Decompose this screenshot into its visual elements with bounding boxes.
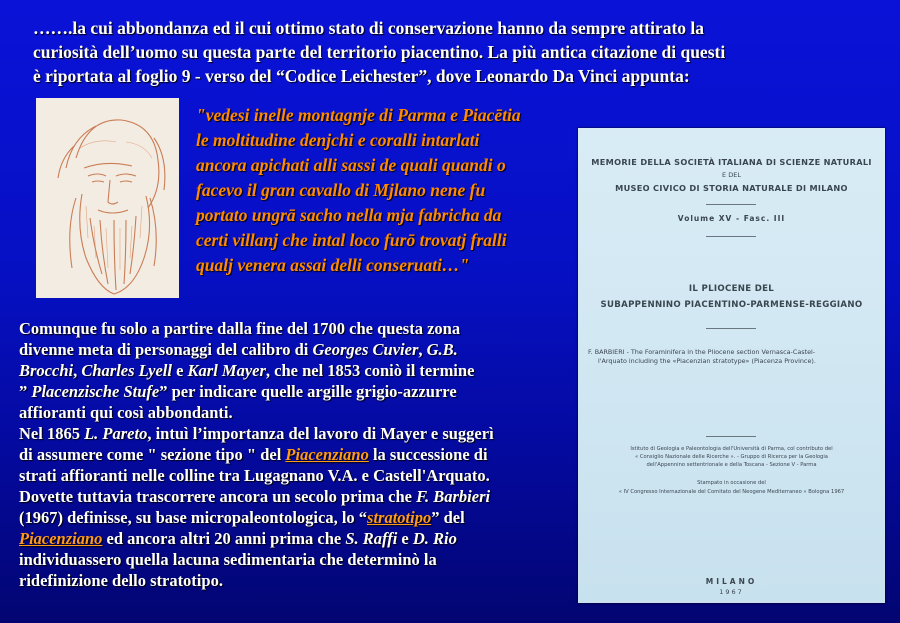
cover-institute-line: « Consiglio Nazionale delle Ricerche ». - Gruppo di Ricerca per la Geologia — [635, 454, 828, 460]
body-line — [19, 381, 564, 402]
body-text: affioranti qui così abbondanti. — [19, 403, 233, 422]
portrait-sketch — [36, 98, 179, 298]
cover-rule — [706, 204, 756, 205]
cover-rule — [706, 236, 756, 237]
body-line — [19, 549, 564, 570]
name-raffi: S. Raffi — [345, 529, 398, 548]
cover-rule — [706, 328, 756, 329]
history-paragraph — [19, 318, 564, 591]
body-text: Comunque fu solo a partire dalla fine del 1700 che questa zona — [19, 319, 461, 338]
cover-museum-line: MUSEO CIVICO DI STORIA NATURALE DI MILANO — [615, 183, 848, 193]
body-line — [19, 318, 564, 339]
leonardo-quote — [196, 103, 576, 278]
name-lyell: Charles Lyell — [81, 361, 172, 380]
body-line — [19, 528, 564, 549]
body-text: , — [73, 361, 82, 380]
name-brocchi-initials: G.B. — [426, 340, 458, 359]
body-line — [19, 570, 564, 591]
quote-line: le moltitudine denjchi e coralli intarlati — [196, 130, 480, 150]
name-brocchi: Brocchi — [19, 361, 74, 380]
cover-volume: Volume XV - Fasc. III — [677, 214, 786, 223]
body-line — [19, 339, 564, 360]
body-line — [19, 486, 564, 507]
body-line — [19, 444, 564, 465]
stratotipo-link[interactable]: stratotipo — [367, 508, 432, 527]
piacenziano-link-2[interactable]: Piacenziano — [19, 529, 103, 548]
book-cover-image — [578, 128, 885, 603]
quote-line: certi villanj che intal loco furō trovatj fralli — [196, 230, 507, 250]
cover-title-line1: IL PLIOCENE DEL — [688, 284, 775, 294]
cover-occasion-line: « IV Congresso Internazionale del Comitato del Neogene Mediterraneo » Bologna 1967 — [618, 489, 845, 495]
cover-year: 1967 — [719, 588, 744, 596]
cover-city: MILANO — [705, 577, 758, 586]
cover-title-line2: SUBAPPENNINO PIACENTINO-PARMENSE-REGGIANO — [600, 300, 863, 310]
cover-abstract-line: F. BARBIERI - The Foraminifera in the Pliocene section Vernasca-Castel- — [588, 348, 816, 356]
body-text: individuassero quella lacuna sedimentaria che determinò la — [19, 550, 437, 569]
cover-rule — [706, 436, 756, 437]
name-mayer: Karl Mayer — [187, 361, 266, 380]
body-text: strati affioranti nelle colline tra Lugagnano V.A. e Castell'Arquato. — [19, 466, 490, 485]
body-text: , che nel 1853 coniò il termine — [265, 361, 475, 380]
cover-institute-line: Istituto di Geologia e Paleontologia dell'Università di Parma, col contributo del — [630, 446, 833, 452]
body-text: Dovette tuttavia trascorrere ancora un secolo prima che — [19, 487, 417, 506]
intro-line: è riportata al foglio 9 - verso del “Codice Leichester”, dove Leonardo Da Vinci appunta: — [33, 66, 690, 86]
body-text: ” per indicare quelle argille grigio-azzurre — [159, 382, 457, 401]
body-line — [19, 360, 564, 381]
term-placenzische-stufe: Placenzische Stufe — [31, 382, 160, 401]
cover-publisher-line: MEMORIE DELLA SOCIETÀ ITALIANA DI SCIENZE NATURALI — [591, 157, 872, 167]
intro-line: curiosità dell’uomo su questa parte del territorio piacentino. La più antica citazione di questi — [33, 42, 726, 62]
quote-line: qualj venera assai delli conseruati…" — [196, 255, 470, 275]
body-text: (1967) definisse, su base micropaleontologica, lo “ — [19, 508, 368, 527]
name-rio: D. Rio — [412, 529, 457, 548]
body-text: , intuì l’importanza del lavoro di Mayer e suggerì — [147, 424, 494, 443]
body-line — [19, 423, 564, 444]
body-text: , — [418, 340, 427, 359]
body-text: e — [171, 361, 188, 380]
name-cuvier: Georges Cuvier — [312, 340, 419, 359]
body-text: Nel 1865 — [19, 424, 85, 443]
cover-occasion-line: Stampato in occasione del — [697, 480, 766, 486]
leonardo-portrait-image — [36, 98, 179, 298]
cover-abstract — [588, 348, 873, 366]
name-barbieri: F. Barbieri — [416, 487, 491, 506]
name-pareto: L. Pareto — [84, 424, 148, 443]
body-text: la successione di — [368, 445, 488, 464]
intro-paragraph — [33, 16, 878, 88]
body-text: ridefinizione dello stratotipo. — [19, 571, 223, 590]
quote-line: "vedesi inelle montagnje di Parma e Piacētia — [196, 105, 521, 125]
body-line — [19, 402, 564, 423]
body-text: e — [397, 529, 413, 548]
intro-line: …….la cui abbondanza ed il cui ottimo stato di conservazione hanno da sempre attirato la — [33, 18, 705, 38]
cover-abstract-line: l'Arquato including the «Piacenzian stratotype» (Piacenza Province). — [598, 357, 816, 365]
cover-publisher-conj: E DEL — [722, 171, 741, 179]
body-text: divenne meta di personaggi del calibro di — [19, 340, 313, 359]
body-line — [19, 465, 564, 486]
body-text: di assumere come " sezione tipo " del — [19, 445, 286, 464]
piacenziano-link[interactable]: Piacenziano — [285, 445, 369, 464]
quote-line: portato ungrā sacho nella mja fabricha da — [196, 205, 502, 225]
quote-line: ancora apichati alli sassi de quali quandi o — [196, 155, 506, 175]
body-text: ” — [19, 382, 32, 401]
cover-institute-line: dell'Appennino settentrionale e della Toscana - Sezione V - Parma — [646, 462, 817, 468]
body-text: ed ancora altri 20 anni prima che — [102, 529, 346, 548]
body-text: ” del — [431, 508, 465, 527]
quote-line: facevo il gran cavallo di Mjlano nene fu — [196, 180, 486, 200]
body-line — [19, 507, 564, 528]
